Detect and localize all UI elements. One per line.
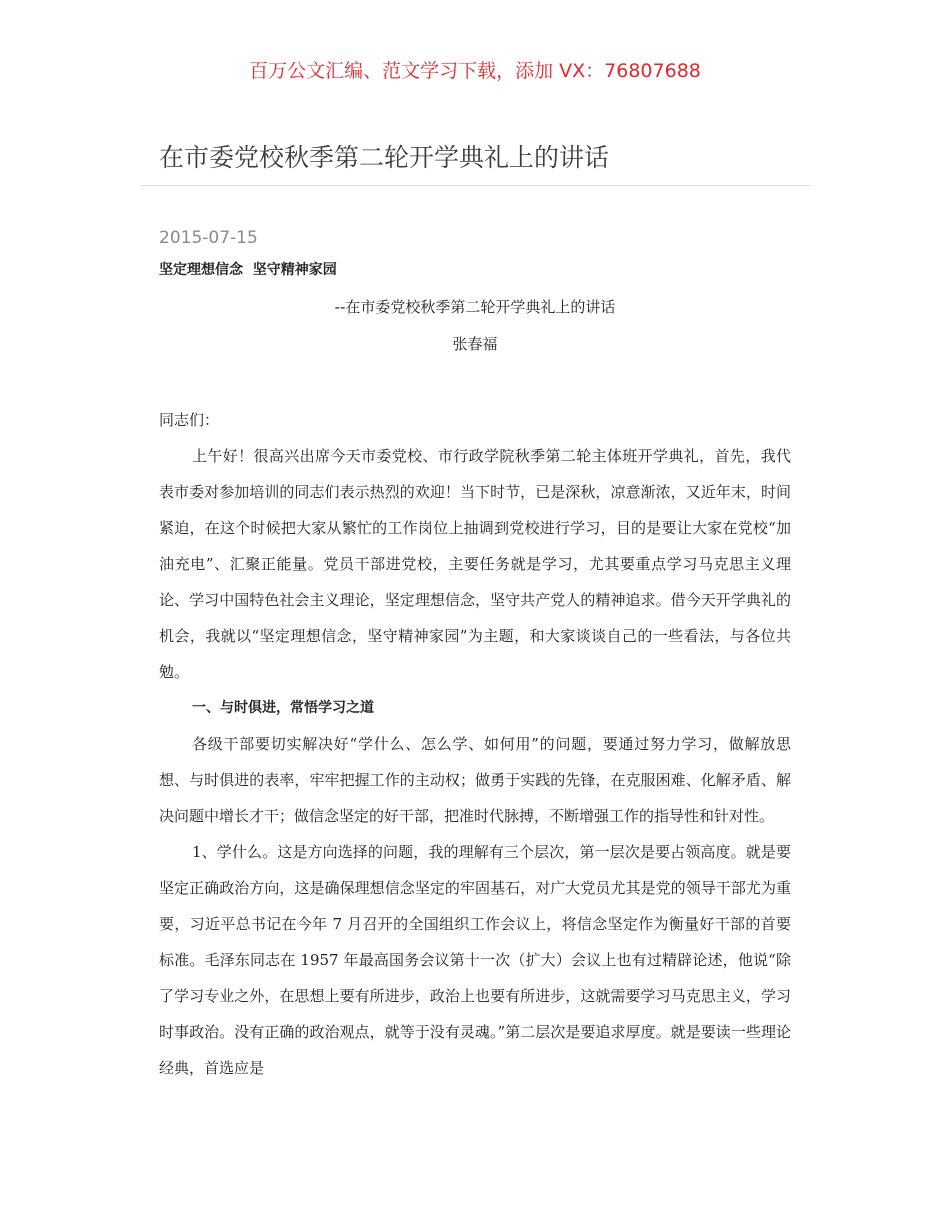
salutation: 同志们： [159,411,220,429]
paragraph: 各级干部要切实解决好“学什么、怎么学、如何用”的问题，要通过努力学习，做解放思想、与时俱进的表率，牢牢把握工作的主动权；做勇于实践的先锋，在克服困难、化解矛盾、解决问题中增长才干；做信念坚定的好干部，把准时代脉搏，不断增强工作的指导性和针对性。 [159,735,791,825]
page-title: 在市委党校秋季第二轮开学典礼上的讲话 [159,143,610,172]
article-body [159,402,791,1086]
paragraph: 上午好！很高兴出席今天市委党校、市行政学院秋季第二轮主体班开学典礼，首先，我代表市委对参加培训的同志们表示热烈的欢迎！当下时节，已是深秋，凉意渐浓，又近年末，时间紧迫，在这个时候把大家从繁忙的工作岗位上抽调到党校进行学习，目的是要让大家在党校“加油充电”、汇聚正能量。党员干部进党校，主要任务就是学习，尤其要重点学习马克思主义理论、学习中国特色社会主义理论，坚定理想信念，坚守共产党人的精神追求。借今天开学典礼的机会，我就以“坚定理想信念，坚守精神家园”为主题，和大家谈谈自己的一些看法，与各位共勉。 [159,447,791,681]
title-divider [140,185,810,186]
promo-banner: 百万公文汇编、范文学习下载，添加 VX：76807688 [249,60,701,82]
section-heading: 一、与时俱进，常悟学习之道 [192,700,374,716]
article-subtitle: --在市委党校秋季第二轮开学典礼上的讲话 [334,298,616,316]
paragraph: 1、学什么。这是方向选择的问题，我的理解有三个层次，第一层次是要占领高度。就是要坚定正确政治方向，这是确保理想信念坚定的牢固基石，对广大党员尤其是党的领导干部尤为重要，习近平总书记在今年 7 月召开的全国组织工作会议上，将信念坚定作为衡量好干部的首要标准。毛泽东同志在 1957 年最高国务会议第十一次（扩大）会议上也有过精辟论述，他说“除了学习专业之外，在思想上要有所进步，政治上也要有所进步，这就需要学习马克思主义，学习时事政治。没有正确的政治观点，就等于没有灵魂。”第二层次是要追求厚度。就是要读一些理论经典，首选应是 [159,843,791,1077]
article-headline: 坚定理想信念 坚守精神家园 [159,262,337,278]
author-name: 张春福 [452,335,498,353]
publish-date: 2015-07-15 [159,228,258,248]
